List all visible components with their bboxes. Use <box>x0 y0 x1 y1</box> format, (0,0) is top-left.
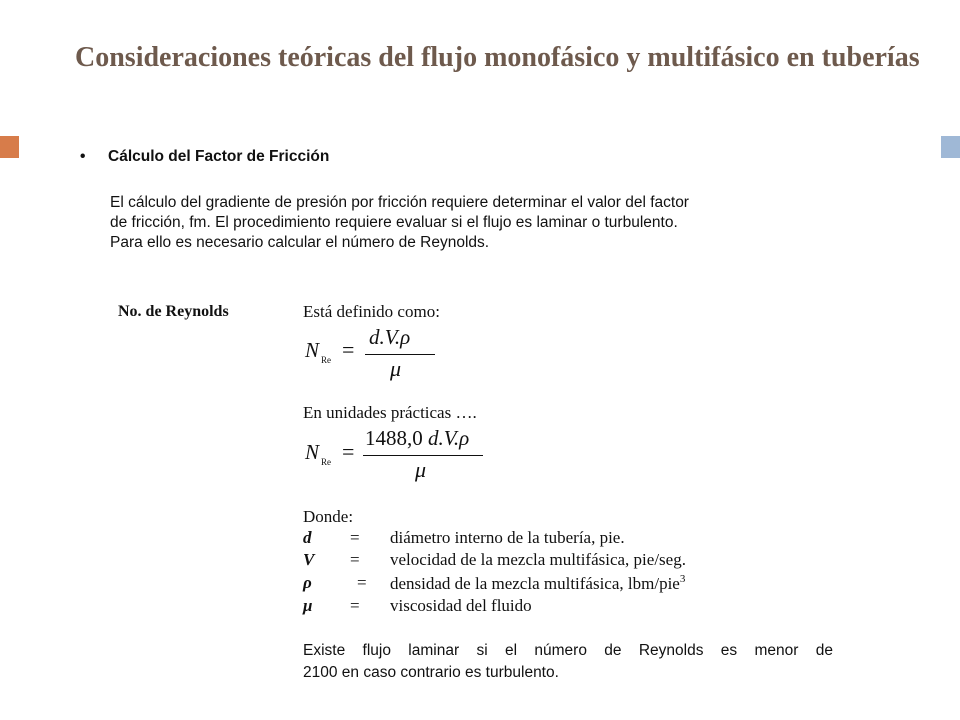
definition-description: diámetro interno de la tubería, pie. <box>390 528 625 547</box>
reynolds-formula-practical <box>305 424 490 484</box>
definition-symbol: d <box>303 528 312 547</box>
formula2-fraction-bar <box>363 455 483 456</box>
section-heading: Cálculo del Factor de Fricción <box>108 148 330 165</box>
conclusion-paragraph <box>303 640 833 684</box>
section-heading-row <box>80 148 329 166</box>
formula1-equals: = <box>342 337 355 362</box>
formula2-denominator: μ <box>415 457 427 482</box>
definition-equals: = <box>350 550 360 569</box>
reynolds-label: No. de Reynolds <box>118 303 229 320</box>
definition-description <box>390 573 685 594</box>
defined-as-text: Está definido como: <box>303 302 440 321</box>
formula1-lhs: N <box>305 338 320 362</box>
intro-line-3: Para ello es necesario calcular el número de Reynolds. <box>110 234 490 251</box>
practical-units-text: En unidades prácticas …. <box>303 403 477 422</box>
definition-equals: = <box>350 528 360 547</box>
slide-title: Consideraciones teóricas del flujo monofásico y multifásico en tuberías <box>75 42 920 73</box>
definition-description-text: densidad de la mezcla multifásica, lbm/pie <box>390 574 680 593</box>
intro-line-2: de fricción, fm. El procedimiento requiere evaluar si el flujo es laminar o turbulento. <box>110 214 678 231</box>
formula2-numerator-vars: d.V.ρ <box>428 426 470 450</box>
formula2-coefficient: 1488,0 <box>365 426 423 450</box>
formula2-lhs: N <box>305 440 320 464</box>
definition-symbol: ρ <box>303 573 312 592</box>
intro-paragraph <box>110 193 840 253</box>
formula2-equals: = <box>342 439 355 464</box>
formula2-numerator <box>365 426 469 451</box>
formula2-subscript: Re <box>321 457 331 467</box>
definition-equals: = <box>350 596 360 615</box>
accent-bar-left <box>0 136 19 158</box>
formula1-fraction-bar <box>365 354 435 355</box>
formula1-numerator: d.V.ρ <box>369 325 411 349</box>
reynolds-formula <box>305 325 445 385</box>
formula1-denominator: μ <box>390 356 402 381</box>
formula1-subscript: Re <box>321 355 331 365</box>
accent-bar-right <box>941 136 960 158</box>
intro-line-1: El cálculo del gradiente de presión por fricción requiere determinar el valor del factor <box>110 194 689 211</box>
definition-description: viscosidad del fluido <box>390 596 532 615</box>
conclusion-line-2: 2100 en caso contrario es turbulento. <box>303 664 559 681</box>
bullet-icon: • <box>80 148 86 165</box>
definition-superscript: 3 <box>679 573 686 585</box>
conclusion-line-1: Existe flujo laminar si el número de Reynolds es menor de <box>303 642 833 659</box>
definition-symbol: μ <box>303 596 313 615</box>
definition-description: velocidad de la mezcla multifásica, pie/seg. <box>390 550 686 569</box>
where-label: Donde: <box>303 507 354 526</box>
definition-symbol: V <box>303 550 315 569</box>
definition-equals: = <box>357 573 367 592</box>
